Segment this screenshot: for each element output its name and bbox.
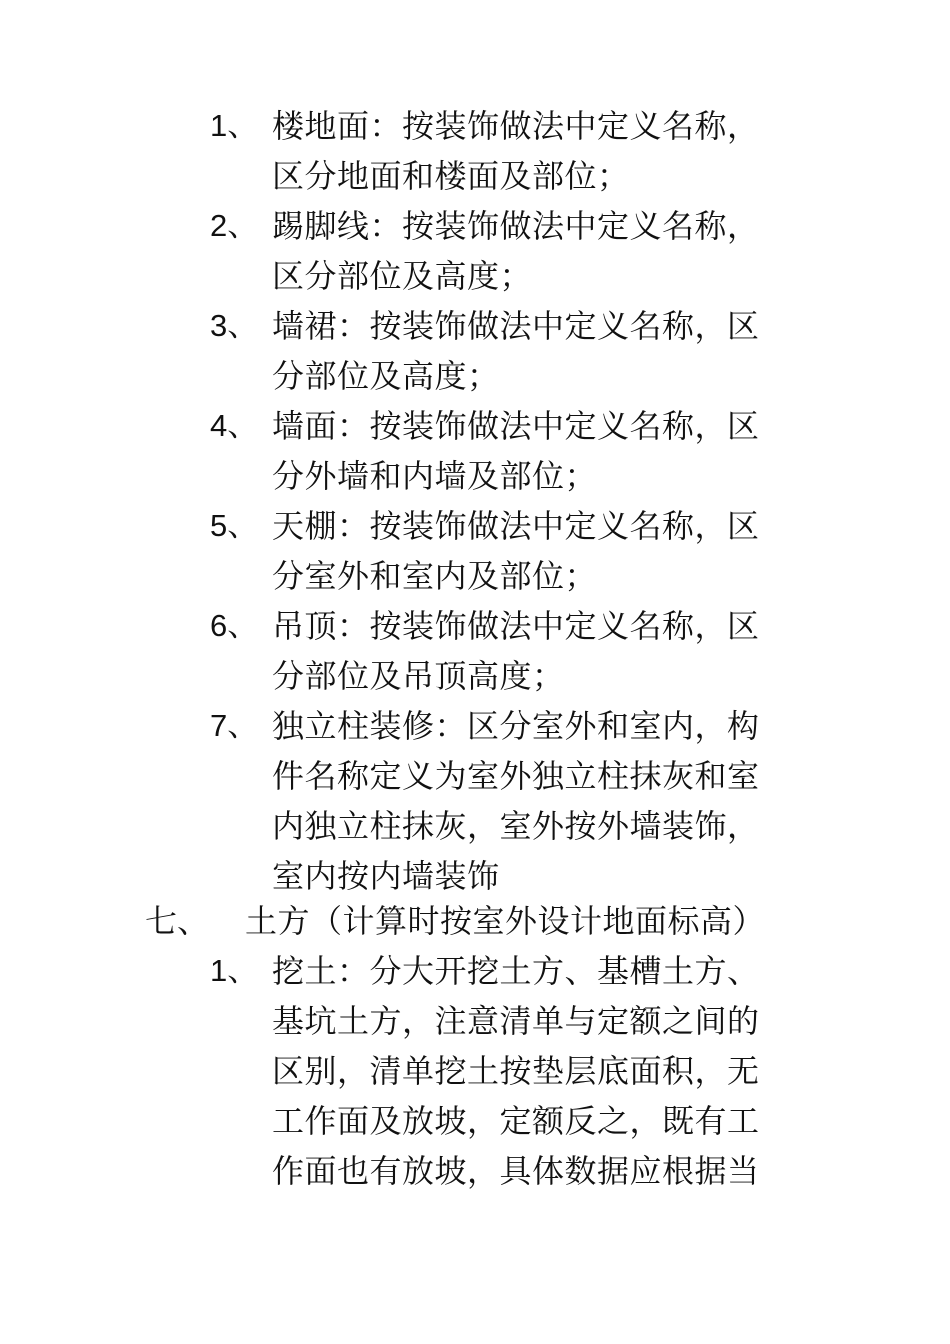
item-text-line: 作面也有放坡，具体数据应根据当 — [272, 1152, 760, 1190]
item-text-line: 区别，清单挖土按垫层底面积，无 — [272, 1052, 760, 1090]
item-number: 5、 — [210, 508, 259, 543]
item-text-line: 室内按内墙装饰 — [272, 857, 500, 895]
item-number: 4、 — [210, 408, 259, 443]
item-number: 3、 — [210, 308, 259, 343]
item-text-line: 独立柱装修：区分室外和室内，构 — [272, 707, 760, 745]
item-number: 2、 — [210, 208, 259, 243]
item-text-line: 楼地面：按装饰做法中定义名称， — [272, 107, 760, 145]
item-text-line: 内独立柱抹灰，室外按外墙装饰， — [272, 807, 760, 845]
item-text-line: 分外墙和内墙及部位； — [272, 457, 598, 495]
item-text-line: 区分地面和楼面及部位； — [272, 157, 630, 195]
item-text-line: 区分部位及高度； — [272, 257, 533, 295]
item-text-line: 踢脚线：按装饰做法中定义名称， — [272, 207, 760, 245]
item-text-line: 吊顶：按装饰做法中定义名称，区 — [272, 607, 760, 645]
item-text-line: 墙裙：按装饰做法中定义名称，区 — [272, 307, 760, 345]
item-text-line: 分部位及吊顶高度； — [272, 657, 565, 695]
item-number: 1、 — [210, 953, 259, 988]
item-text-line: 件名称定义为室外独立柱抹灰和室 — [272, 757, 760, 795]
item-text-line: 墙面：按装饰做法中定义名称，区 — [272, 407, 760, 445]
item-number: 7、 — [210, 708, 259, 743]
item-text-line: 工作面及放坡，定额反之，既有工 — [272, 1102, 760, 1140]
item-text-line: 分部位及高度； — [272, 357, 500, 395]
item-text-line: 挖土：分大开挖土方、基槽土方、 — [272, 952, 760, 990]
section-number: 七、 — [145, 902, 210, 940]
item-text-line: 分室外和室内及部位； — [272, 557, 598, 595]
item-text-line: 天棚：按装饰做法中定义名称，区 — [272, 507, 760, 545]
item-number: 6、 — [210, 608, 259, 643]
section-title: 土方（计算时按室外设计地面标高） — [245, 902, 766, 940]
item-number: 1、 — [210, 108, 259, 143]
item-text-line: 基坑土方，注意清单与定额之间的 — [272, 1002, 760, 1040]
